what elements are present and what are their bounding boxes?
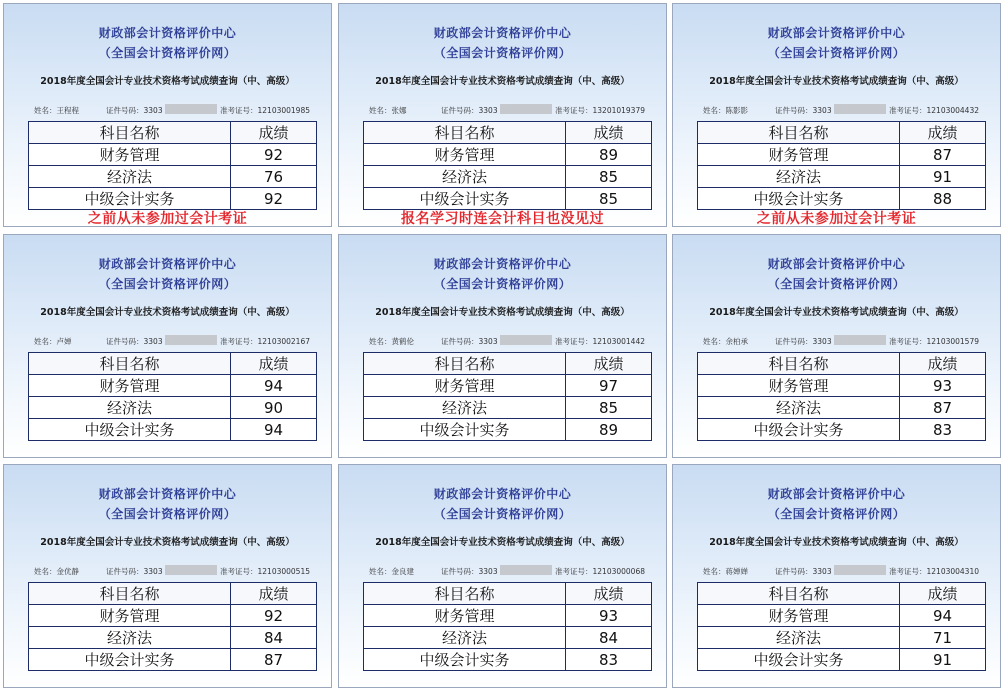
id-number <box>106 566 163 577</box>
ticket-value: 13201019379 <box>592 106 645 115</box>
id-prefix: 3303 <box>812 337 832 346</box>
subject-cell: 中级会计实务 <box>698 419 900 441</box>
score-cell: 90 <box>231 397 317 419</box>
org-website-name: （全国会计资格评价网） <box>767 277 906 291</box>
subject-cell: 财务管理 <box>364 144 566 166</box>
column-header-score: 成绩 <box>900 353 986 375</box>
ticket-label: 准考证号： <box>889 567 927 576</box>
ticket-value: 12103002167 <box>257 337 310 346</box>
candidate-info <box>703 336 992 348</box>
candidate-name <box>34 566 79 577</box>
score-cell: 87 <box>900 144 986 166</box>
exam-title: 2018年度全国会计专业技术资格考试成绩查询（中、高级） <box>709 307 964 318</box>
subject-cell: 经济法 <box>698 627 900 649</box>
column-header-subject: 科目名称 <box>364 583 566 605</box>
id-prefix: 3303 <box>478 567 498 576</box>
column-header-score: 成绩 <box>566 122 652 144</box>
table-row <box>364 144 652 166</box>
id-number <box>441 566 498 577</box>
name-label: 姓名： <box>369 106 392 115</box>
id-redaction-mask <box>165 565 217 575</box>
id-prefix: 3303 <box>478 106 498 115</box>
score-cell: 93 <box>566 605 652 627</box>
subject-cell: 经济法 <box>29 397 231 419</box>
table-row <box>698 419 986 441</box>
name-value: 蒋婵婵 <box>725 567 748 576</box>
table-row <box>364 605 652 627</box>
name-label: 姓名： <box>369 567 392 576</box>
column-header-score: 成绩 <box>566 583 652 605</box>
column-header-subject: 科目名称 <box>364 353 566 375</box>
candidate-info <box>34 336 323 348</box>
subject-cell: 财务管理 <box>698 375 900 397</box>
name-value: 黄鹤伦 <box>391 337 414 346</box>
table-row <box>364 649 652 671</box>
ticket-value: 12103000515 <box>257 567 310 576</box>
id-redaction-mask <box>500 335 552 345</box>
score-card <box>3 3 332 227</box>
exam-title: 2018年度全国会计专业技术资格考试成绩查询（中、高级） <box>40 537 295 548</box>
table-header-row <box>29 122 317 144</box>
org-name: 财政部会计资格评价中心 <box>433 26 572 40</box>
ticket-value: 12103004432 <box>926 106 979 115</box>
subject-cell: 经济法 <box>29 627 231 649</box>
table-row <box>698 144 986 166</box>
table-header-row <box>29 583 317 605</box>
table-header-row <box>364 583 652 605</box>
score-card <box>672 3 1001 227</box>
subject-cell: 中级会计实务 <box>29 188 231 210</box>
subject-cell: 中级会计实务 <box>364 419 566 441</box>
candidate-name <box>369 105 407 116</box>
table-row <box>698 166 986 188</box>
ticket-value: 12103001579 <box>926 337 979 346</box>
exam-title: 2018年度全国会计专业技术资格考试成绩查询（中、高级） <box>375 76 630 87</box>
name-label: 姓名： <box>703 337 726 346</box>
score-cell: 91 <box>900 166 986 188</box>
column-header-score: 成绩 <box>900 122 986 144</box>
name-value: 金良建 <box>391 567 414 576</box>
score-cell: 91 <box>900 649 986 671</box>
org-name: 财政部会计资格评价中心 <box>433 487 572 501</box>
subject-cell: 中级会计实务 <box>698 188 900 210</box>
table-row <box>29 649 317 671</box>
table-row <box>364 188 652 210</box>
column-header-subject: 科目名称 <box>698 122 900 144</box>
candidate-name <box>703 336 748 347</box>
id-redaction-mask <box>834 565 886 575</box>
score-table <box>363 582 652 671</box>
column-header-score: 成绩 <box>231 122 317 144</box>
annotation-note: 之前从未参加过会计考证 <box>87 211 248 227</box>
candidate-name <box>34 105 79 116</box>
table-row <box>364 166 652 188</box>
org-name: 财政部会计资格评价中心 <box>433 257 572 271</box>
column-header-subject: 科目名称 <box>29 583 231 605</box>
column-header-subject: 科目名称 <box>29 122 231 144</box>
score-table <box>697 121 986 210</box>
score-cell: 84 <box>566 627 652 649</box>
subject-cell: 中级会计实务 <box>364 188 566 210</box>
id-prefix: 3303 <box>478 337 498 346</box>
score-cell: 89 <box>566 144 652 166</box>
id-number <box>106 105 163 116</box>
org-website-name: （全国会计资格评价网） <box>767 507 906 521</box>
name-label: 姓名： <box>34 106 57 115</box>
table-row <box>364 419 652 441</box>
ticket-number <box>889 105 979 116</box>
column-header-score: 成绩 <box>231 583 317 605</box>
column-header-subject: 科目名称 <box>364 122 566 144</box>
ticket-label: 准考证号： <box>220 567 258 576</box>
score-card <box>338 234 667 458</box>
ticket-label: 准考证号： <box>889 106 927 115</box>
name-value: 余柏承 <box>725 337 748 346</box>
id-label: 证件号码： <box>106 106 144 115</box>
ticket-number <box>220 566 310 577</box>
org-website-name: （全国会计资格评价网） <box>98 277 237 291</box>
org-website-name: （全国会计资格评价网） <box>767 46 906 60</box>
score-cell: 93 <box>900 375 986 397</box>
exam-title: 2018年度全国会计专业技术资格考试成绩查询（中、高级） <box>40 76 295 87</box>
table-row <box>698 188 986 210</box>
name-value: 卢婵 <box>56 337 72 346</box>
subject-cell: 经济法 <box>364 627 566 649</box>
subject-cell: 经济法 <box>698 397 900 419</box>
id-prefix: 3303 <box>812 106 832 115</box>
name-value: 金优静 <box>56 567 79 576</box>
org-website-name: （全国会计资格评价网） <box>433 46 572 60</box>
id-number <box>441 336 498 347</box>
ticket-label: 准考证号： <box>555 106 593 115</box>
score-cell: 87 <box>900 397 986 419</box>
candidate-info <box>34 566 323 578</box>
org-website-name: （全国会计资格评价网） <box>98 46 237 60</box>
org-name: 财政部会计资格评价中心 <box>767 257 906 271</box>
ticket-label: 准考证号： <box>220 106 258 115</box>
table-row <box>29 627 317 649</box>
exam-title: 2018年度全国会计专业技术资格考试成绩查询（中、高级） <box>709 537 964 548</box>
score-cell: 84 <box>231 627 317 649</box>
table-row <box>29 419 317 441</box>
subject-cell: 财务管理 <box>29 605 231 627</box>
id-prefix: 3303 <box>143 106 163 115</box>
id-label: 证件号码： <box>441 106 479 115</box>
subject-cell: 财务管理 <box>364 605 566 627</box>
table-header-row <box>29 353 317 375</box>
score-table <box>363 352 652 441</box>
candidate-info <box>703 105 992 117</box>
ticket-value: 12103001442 <box>592 337 645 346</box>
id-number <box>775 105 832 116</box>
score-table <box>697 582 986 671</box>
table-row <box>29 144 317 166</box>
score-cell: 71 <box>900 627 986 649</box>
org-website-name: （全国会计资格评价网） <box>433 277 572 291</box>
score-cell: 92 <box>231 144 317 166</box>
id-label: 证件号码： <box>441 337 479 346</box>
column-header-score: 成绩 <box>900 583 986 605</box>
score-cell: 88 <box>900 188 986 210</box>
annotation-note: 之前从未参加过会计考证 <box>756 211 917 227</box>
id-number <box>106 336 163 347</box>
score-card <box>3 464 332 688</box>
table-row <box>364 397 652 419</box>
id-number <box>775 336 832 347</box>
org-name: 财政部会计资格评价中心 <box>767 487 906 501</box>
score-cell: 83 <box>566 649 652 671</box>
score-cell: 89 <box>566 419 652 441</box>
score-cell: 83 <box>900 419 986 441</box>
id-redaction-mask <box>834 104 886 114</box>
id-label: 证件号码： <box>441 567 479 576</box>
id-label: 证件号码： <box>775 567 813 576</box>
score-cell: 76 <box>231 166 317 188</box>
table-header-row <box>698 122 986 144</box>
score-card <box>3 234 332 458</box>
score-card <box>338 3 667 227</box>
score-table <box>28 121 317 210</box>
column-header-score: 成绩 <box>231 353 317 375</box>
column-header-score: 成绩 <box>566 353 652 375</box>
id-label: 证件号码： <box>106 337 144 346</box>
id-number <box>441 105 498 116</box>
org-name: 财政部会计资格评价中心 <box>767 26 906 40</box>
score-cell: 97 <box>566 375 652 397</box>
column-header-subject: 科目名称 <box>698 583 900 605</box>
subject-cell: 经济法 <box>698 166 900 188</box>
name-value: 陈影影 <box>725 106 748 115</box>
table-header-row <box>364 353 652 375</box>
score-card <box>338 464 667 688</box>
table-header-row <box>698 583 986 605</box>
score-cell: 94 <box>231 419 317 441</box>
id-redaction-mask <box>500 565 552 575</box>
org-name: 财政部会计资格评价中心 <box>98 487 237 501</box>
subject-cell: 中级会计实务 <box>29 649 231 671</box>
name-label: 姓名： <box>34 567 57 576</box>
table-row <box>364 375 652 397</box>
candidate-name <box>703 566 748 577</box>
candidate-name <box>369 566 414 577</box>
table-row <box>29 397 317 419</box>
org-name: 财政部会计资格评价中心 <box>98 26 237 40</box>
ticket-value: 12103004310 <box>926 567 979 576</box>
table-row <box>698 397 986 419</box>
ticket-number <box>555 566 645 577</box>
subject-cell: 经济法 <box>364 166 566 188</box>
candidate-info <box>369 566 658 578</box>
subject-cell: 经济法 <box>364 397 566 419</box>
id-redaction-mask <box>834 335 886 345</box>
table-row <box>29 166 317 188</box>
name-label: 姓名： <box>369 337 392 346</box>
score-cell: 85 <box>566 397 652 419</box>
candidate-name <box>34 336 72 347</box>
table-row <box>698 375 986 397</box>
ticket-value: 12103001985 <box>257 106 310 115</box>
subject-cell: 财务管理 <box>29 144 231 166</box>
subject-cell: 经济法 <box>29 166 231 188</box>
name-value: 张娜 <box>391 106 407 115</box>
id-label: 证件号码： <box>775 106 813 115</box>
subject-cell: 财务管理 <box>29 375 231 397</box>
table-row <box>698 649 986 671</box>
candidate-info <box>369 336 658 348</box>
score-table <box>28 582 317 671</box>
column-header-subject: 科目名称 <box>29 353 231 375</box>
score-cell: 87 <box>231 649 317 671</box>
score-table <box>363 121 652 210</box>
ticket-label: 准考证号： <box>220 337 258 346</box>
ticket-value: 12103000068 <box>592 567 645 576</box>
exam-title: 2018年度全国会计专业技术资格考试成绩查询（中、高级） <box>709 76 964 87</box>
table-row <box>698 605 986 627</box>
id-prefix: 3303 <box>143 567 163 576</box>
score-card <box>672 234 1001 458</box>
subject-cell: 中级会计实务 <box>29 419 231 441</box>
candidate-name <box>369 336 414 347</box>
score-cell: 94 <box>231 375 317 397</box>
org-website-name: （全国会计资格评价网） <box>433 507 572 521</box>
ticket-label: 准考证号： <box>555 567 593 576</box>
column-header-subject: 科目名称 <box>698 353 900 375</box>
subject-cell: 中级会计实务 <box>698 649 900 671</box>
table-header-row <box>698 353 986 375</box>
table-row <box>29 375 317 397</box>
id-redaction-mask <box>500 104 552 114</box>
ticket-label: 准考证号： <box>889 337 927 346</box>
score-cell: 94 <box>900 605 986 627</box>
id-prefix: 3303 <box>143 337 163 346</box>
subject-cell: 财务管理 <box>698 605 900 627</box>
ticket-label: 准考证号： <box>555 337 593 346</box>
subject-cell: 财务管理 <box>698 144 900 166</box>
subject-cell: 财务管理 <box>364 375 566 397</box>
name-label: 姓名： <box>703 567 726 576</box>
candidate-info <box>369 105 658 117</box>
org-name: 财政部会计资格评价中心 <box>98 257 237 271</box>
table-row <box>29 605 317 627</box>
table-header-row <box>364 122 652 144</box>
exam-title: 2018年度全国会计专业技术资格考试成绩查询（中、高级） <box>375 307 630 318</box>
id-redaction-mask <box>165 104 217 114</box>
score-cell: 85 <box>566 188 652 210</box>
name-value: 王程程 <box>56 106 79 115</box>
ticket-number <box>889 336 979 347</box>
score-cell: 85 <box>566 166 652 188</box>
org-website-name: （全国会计资格评价网） <box>98 507 237 521</box>
subject-cell: 中级会计实务 <box>364 649 566 671</box>
score-card <box>672 464 1001 688</box>
ticket-number <box>220 336 310 347</box>
score-table <box>697 352 986 441</box>
id-redaction-mask <box>165 335 217 345</box>
id-label: 证件号码： <box>106 567 144 576</box>
ticket-number <box>555 336 645 347</box>
table-row <box>29 188 317 210</box>
name-label: 姓名： <box>34 337 57 346</box>
candidate-name <box>703 105 748 116</box>
exam-title: 2018年度全国会计专业技术资格考试成绩查询（中、高级） <box>40 307 295 318</box>
annotation-note: 报名学习时连会计科目也没见过 <box>401 211 604 227</box>
id-number <box>775 566 832 577</box>
exam-title: 2018年度全国会计专业技术资格考试成绩查询（中、高级） <box>375 537 630 548</box>
id-prefix: 3303 <box>812 567 832 576</box>
table-row <box>364 627 652 649</box>
name-label: 姓名： <box>703 106 726 115</box>
ticket-number <box>220 105 310 116</box>
candidate-info <box>703 566 992 578</box>
score-table <box>28 352 317 441</box>
candidate-info <box>34 105 323 117</box>
table-row <box>698 627 986 649</box>
id-label: 证件号码： <box>775 337 813 346</box>
score-cell: 92 <box>231 188 317 210</box>
score-cell: 92 <box>231 605 317 627</box>
ticket-number <box>889 566 979 577</box>
ticket-number <box>555 105 645 116</box>
